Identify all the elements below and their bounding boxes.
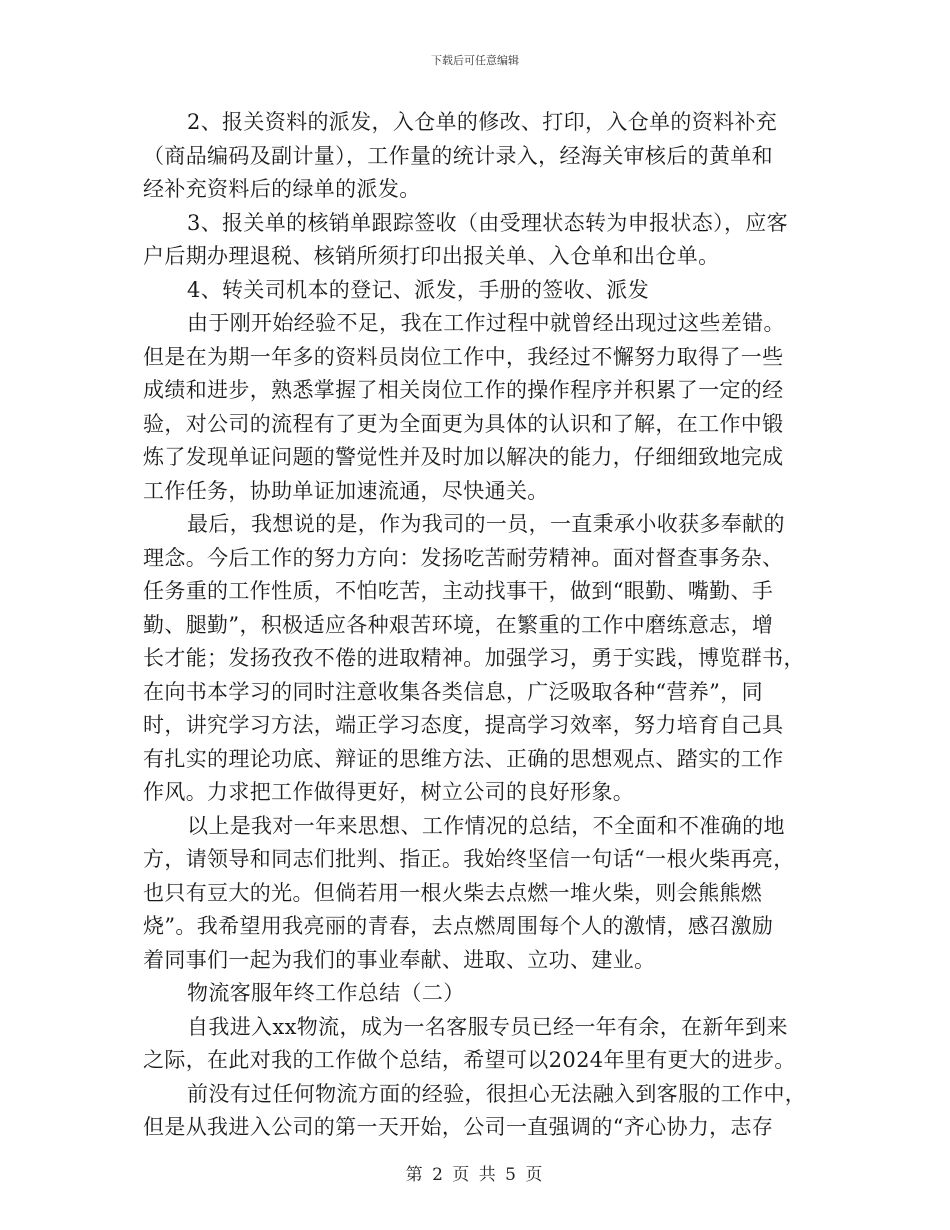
- text-line: 有扎实的理论功底、辩证的思维方法、正确的思想观点、踏实的工作: [143, 746, 784, 771]
- text-line: 前没有过任何物流方面的经验，很担心无法融入到客服的工作中，: [187, 1081, 807, 1106]
- text-line: 着同事们一起为我们的事业奉献、进取、立功、建业。: [143, 947, 656, 972]
- text-line: 最后，我想说的是，作为我司的一员，一直秉承小收获多奉献的: [187, 512, 785, 536]
- document-body: [143, 106, 808, 1145]
- text-line: 4、转关司机本的登记、派发，手册的签收、派发: [187, 277, 650, 302]
- page-header: 下载后可任意编辑: [431, 54, 519, 67]
- text-line: 之际，在此对我的工作做个总结，希望可以2024年里有更大的进步。: [143, 1048, 796, 1072]
- text-line: 时，讲究学习方法，端正学习态度，提高学习效率，努力培育自己具: [143, 713, 784, 737]
- text-line: 经补充资料后的绿单的派发。: [143, 177, 421, 201]
- text-line: 任务重的工作性质，不怕吃苦，主动找事干，做到“眼勤、嘴勤、手: [143, 579, 774, 603]
- text-line: 炼了发现单证问题的警觉性并及时加以解决的能力，仔细细致地完成: [143, 445, 784, 469]
- text-line: 方，请领导和同志们批判、指正。我始终坚信一句话“一根火柴再亮，: [143, 847, 795, 871]
- text-line: （商品编码及副计量），工作量的统计录入，经海关审核后的黄单和: [143, 143, 773, 168]
- text-line: 户后期办理退税、核销所须打印出报关单、入仓单和出仓单。: [143, 244, 720, 268]
- text-line: 以上是我对一年来思想、工作情况的总结，不全面和不准确的地: [187, 813, 785, 838]
- text-line: 也只有豆大的光。但倘若用一根火柴去点燃一堆火柴，则会熊熊燃: [143, 880, 763, 905]
- text-line: 2、报关资料的派发，入仓单的修改、打印，入仓单的资料补充: [187, 110, 778, 134]
- text-line: 成绩和进步，熟悉掌握了相关岗位工作的操作程序并积累了一定的经: [143, 378, 784, 402]
- page-number: 第 2 页 共 5 页: [405, 1165, 545, 1185]
- text-line: 勤、腿勤”，积极适应各种艰苦环境，在繁重的工作中磨练意志，增: [143, 612, 774, 637]
- text-line: 长才能；发扬孜孜不倦的进取精神。加强学习，勇于实践，博览群书，: [143, 646, 805, 670]
- text-line: 验，对公司的流程有了更为全面更为具体的认识和了解，在工作中锻: [143, 411, 784, 436]
- text-line: 3、报关单的核销单跟踪签收（由受理状态转为申报状态），应客: [187, 210, 789, 235]
- text-line: 作风。力求把工作做得更好，树立公司的良好形象。: [143, 780, 635, 804]
- text-line: 在向书本学习的同时注意收集各类信息，广泛吸取各种“营养”，同: [143, 679, 763, 704]
- text-line: 自我进入xx物流，成为一名客服专员已经一年有余，在新年到来: [187, 1014, 788, 1039]
- text-line: 烧”。我希望用我亮丽的青春，去点燃周围每个人的激情，感召激励: [143, 914, 774, 938]
- text-line: 理念。今后工作的努力方向：发扬吃苦耐劳精神。面对督查事务杂、: [143, 545, 784, 570]
- text-line: 工作任务，协助单证加速流通，尽快通关。: [143, 478, 549, 503]
- text-line: 由于刚开始经验不足，我在工作过程中就曾经出现过这些差错。: [187, 311, 785, 335]
- text-line: 但是在为期一年多的资料员岗位工作中，我经过不懈努力取得了一些: [143, 344, 784, 369]
- section-heading: 物流客服年终工作总结（二）: [187, 981, 465, 1005]
- text-line: 但是从我进入公司的第一天开始，公司一直强调的“齐心协力，志存: [143, 1115, 774, 1139]
